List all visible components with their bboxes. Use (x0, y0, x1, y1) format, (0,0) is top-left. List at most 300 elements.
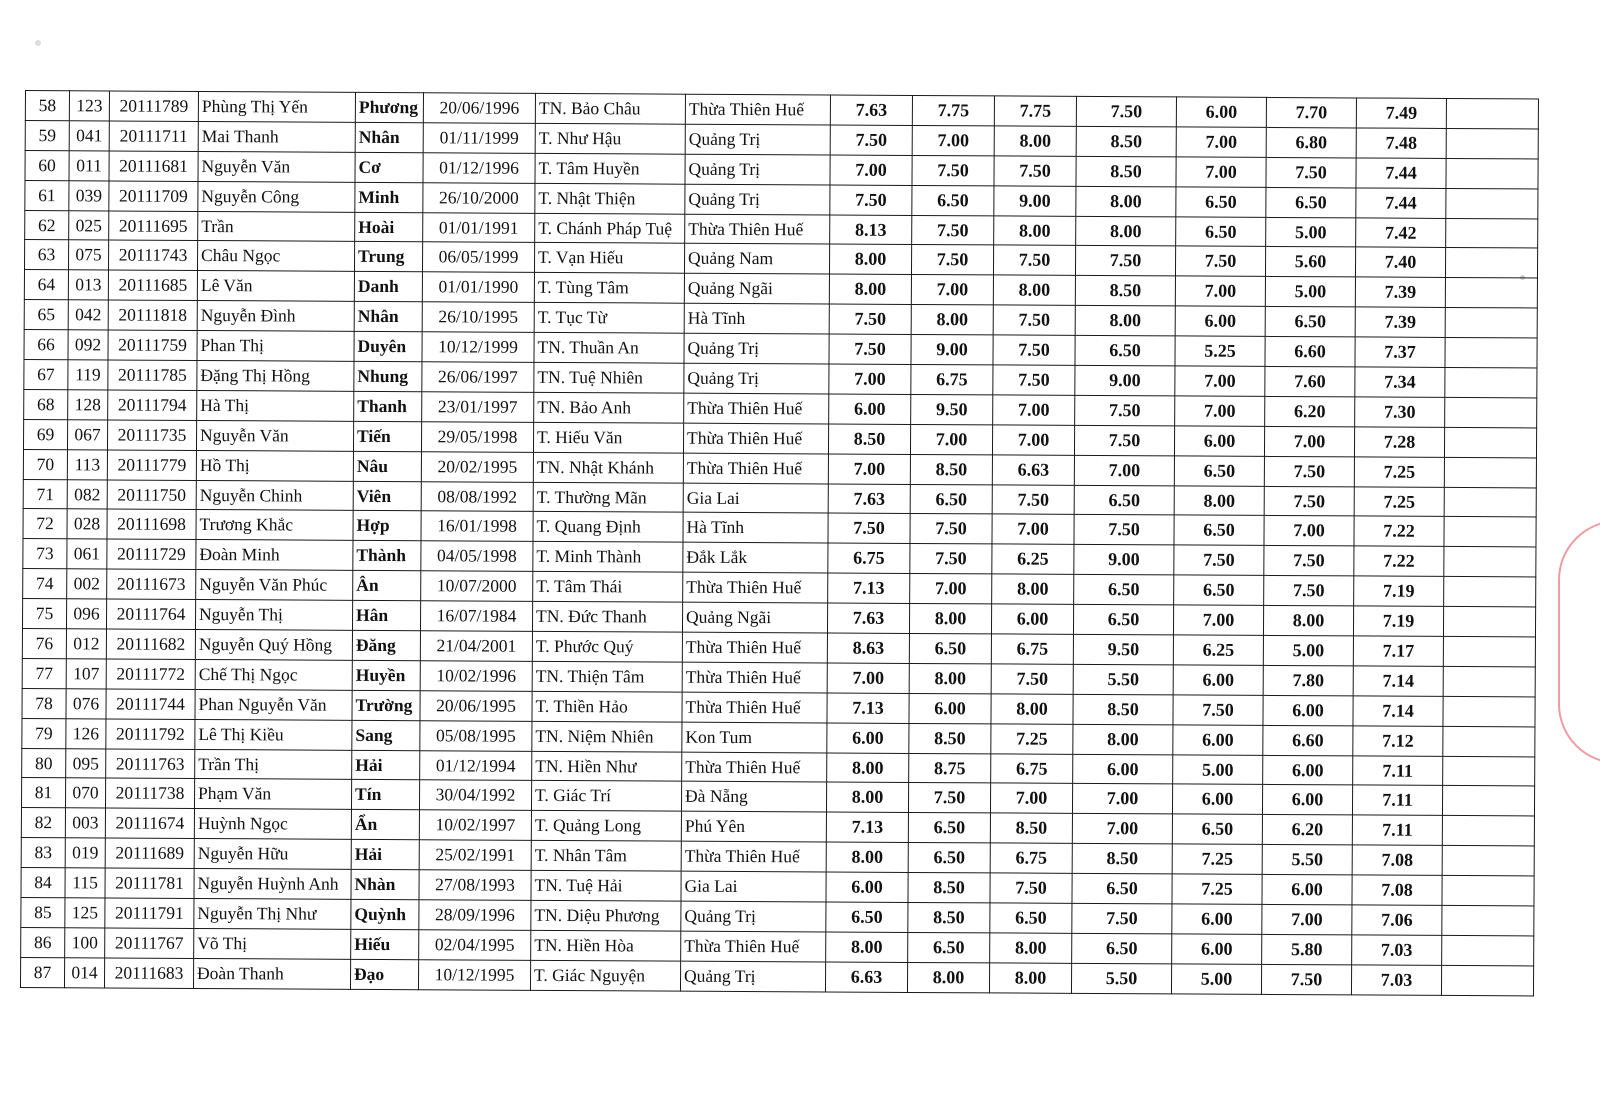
score-4-cell: 9.00 (1074, 545, 1174, 575)
dharma-name-cell: T. Quảng Long (531, 811, 681, 842)
row-number-cell: 84 (21, 868, 65, 898)
score-2-cell: 8.00 (911, 305, 993, 335)
score-6-cell: 7.00 (1264, 426, 1354, 456)
row-number-cell: 63 (24, 240, 68, 270)
score-6-cell: 7.00 (1262, 904, 1352, 934)
student-id-cell: 20111689 (105, 838, 194, 868)
score-3-cell: 8.00 (994, 215, 1076, 245)
candidate-number-cell: 092 (68, 330, 108, 360)
row-number-cell: 69 (23, 419, 67, 449)
average-score-cell: 7.11 (1353, 756, 1443, 786)
dharma-name-cell: T. Thường Mãn (533, 482, 683, 513)
province-cell: Thừa Thiên Huế (681, 841, 826, 872)
score-5-cell: 5.00 (1173, 755, 1263, 785)
birth-date-cell: 20/06/1995 (420, 691, 532, 722)
average-score-cell: 7.11 (1352, 815, 1442, 845)
row-number-cell: 86 (21, 927, 65, 957)
average-score-cell: 7.48 (1356, 128, 1446, 158)
average-score-cell: 7.42 (1356, 217, 1446, 247)
score-3-cell: 6.00 (991, 604, 1073, 634)
student-id-cell: 20111673 (107, 569, 196, 599)
score-5-cell: 6.00 (1173, 725, 1263, 755)
candidate-number-cell: 039 (69, 180, 109, 210)
notes-cell (1443, 607, 1535, 637)
dharma-name-cell: T. Phước Quý (532, 631, 682, 662)
score-3-cell: 7.00 (990, 783, 1072, 813)
average-score-cell: 7.11 (1352, 785, 1442, 815)
student-id-cell: 20111750 (107, 480, 196, 510)
row-number-cell: 85 (21, 898, 65, 928)
province-cell: Quảng Trị (680, 961, 825, 992)
score-3-cell: 7.50 (991, 664, 1073, 694)
row-number-cell: 78 (22, 688, 66, 718)
candidate-number-cell: 123 (69, 91, 109, 121)
notes-cell (1442, 846, 1534, 876)
average-score-cell: 7.08 (1352, 845, 1442, 875)
average-score-cell: 7.44 (1356, 188, 1446, 218)
surname-middle-name-cell: Đoàn Minh (196, 540, 353, 571)
notes-cell (1446, 188, 1538, 218)
score-3-cell: 7.75 (994, 96, 1076, 126)
average-score-cell: 7.06 (1352, 905, 1442, 935)
row-number-cell: 71 (23, 479, 67, 509)
province-cell: Hà Tĩnh (684, 303, 829, 334)
average-score-cell: 7.08 (1352, 875, 1442, 905)
score-2-cell: 8.00 (909, 663, 991, 693)
score-3-cell: 7.50 (992, 484, 1074, 514)
dharma-name-cell: TN. Nhật Khánh (533, 452, 683, 483)
surname-middle-name-cell: Nguyễn Văn Phúc (196, 570, 353, 601)
red-seal-stamp (1558, 520, 1600, 764)
score-3-cell: 7.00 (992, 514, 1074, 544)
student-id-cell: 20111744 (106, 689, 195, 719)
province-cell: Thừa Thiên Huế (682, 752, 827, 783)
surname-middle-name-cell: Phạm Văn (194, 779, 351, 810)
student-id-cell: 20111674 (105, 808, 194, 838)
notes-cell (1443, 666, 1535, 696)
candidate-number-cell: 002 (67, 569, 107, 599)
candidate-number-cell: 126 (66, 718, 106, 748)
surname-middle-name-cell: Võ Thị (194, 928, 351, 959)
candidate-number-cell: 012 (66, 629, 106, 659)
score-6-cell: 7.50 (1264, 486, 1354, 516)
row-number-cell: 76 (22, 629, 66, 659)
surname-middle-name-cell: Đặng Thị Hồng (197, 360, 354, 391)
student-id-cell: 20111735 (107, 420, 196, 450)
candidate-number-cell: 076 (66, 689, 106, 719)
given-name-cell: Quỳnh (351, 899, 419, 929)
birth-date-cell: 25/02/1991 (419, 840, 531, 871)
average-score-cell: 7.03 (1352, 935, 1442, 965)
score-6-cell: 5.00 (1266, 217, 1356, 247)
score-2-cell: 7.50 (910, 514, 992, 544)
score-3-cell: 7.00 (993, 395, 1075, 425)
birth-date-cell: 21/04/2001 (420, 631, 532, 662)
province-cell: Thừa Thiên Huế (681, 931, 826, 962)
average-score-cell: 7.39 (1355, 307, 1445, 337)
score-3-cell: 8.00 (994, 126, 1076, 156)
birth-date-cell: 10/12/1995 (418, 960, 530, 991)
notes-cell (1444, 487, 1536, 517)
average-score-cell: 7.19 (1354, 576, 1444, 606)
dharma-name-cell: TN. Đức Thanh (532, 601, 682, 632)
score-3-cell: 6.75 (991, 634, 1073, 664)
surname-middle-name-cell: Chế Thị Ngọc (195, 659, 352, 690)
row-number-cell: 75 (22, 599, 66, 629)
results-table (20, 90, 1539, 996)
average-score-cell: 7.14 (1353, 696, 1443, 726)
province-cell: Quảng Trị (685, 154, 830, 185)
row-number-cell: 79 (22, 718, 66, 748)
score-2-cell: 6.50 (908, 932, 990, 962)
score-5-cell: 7.00 (1176, 157, 1266, 187)
score-2-cell: 7.50 (908, 783, 990, 813)
province-cell: Quảng Ngãi (684, 274, 829, 305)
score-1-cell: 7.63 (830, 95, 912, 125)
score-6-cell: 6.60 (1265, 337, 1355, 367)
row-number-cell: 83 (21, 838, 65, 868)
given-name-cell: Nhàn (351, 869, 419, 899)
score-2-cell: 6.50 (910, 484, 992, 514)
candidate-number-cell: 128 (68, 390, 108, 420)
given-name-cell: Nhân (355, 122, 423, 152)
score-4-cell: 7.00 (1072, 814, 1172, 844)
score-2-cell: 8.50 (908, 873, 990, 903)
row-number-cell: 80 (22, 748, 66, 778)
score-4-cell: 8.00 (1073, 724, 1173, 754)
dharma-name-cell: T. Thiền Hảo (532, 691, 682, 722)
score-5-cell: 7.00 (1175, 366, 1265, 396)
given-name-cell: Ẩn (351, 810, 419, 840)
score-4-cell: 7.50 (1074, 425, 1174, 455)
notes-cell (1444, 427, 1536, 457)
given-name-cell: Nhung (354, 361, 422, 391)
birth-date-cell: 30/04/1992 (419, 780, 531, 811)
score-3-cell: 7.50 (993, 245, 1075, 275)
score-2-cell: 7.00 (911, 275, 993, 305)
score-1-cell: 7.50 (828, 513, 910, 543)
score-2-cell: 8.50 (910, 454, 992, 484)
province-cell: Đắk Lắk (683, 543, 828, 574)
score-4-cell: 8.00 (1075, 306, 1175, 336)
score-4-cell: 8.50 (1072, 844, 1172, 874)
score-6-cell: 6.50 (1265, 307, 1355, 337)
score-3-cell: 7.50 (994, 156, 1076, 186)
score-4-cell: 7.50 (1072, 903, 1172, 933)
score-1-cell: 7.13 (826, 812, 908, 842)
given-name-cell: Đăng (352, 630, 420, 660)
notes-cell (1446, 128, 1538, 158)
student-id-cell: 20111789 (109, 91, 198, 121)
score-5-cell: 7.00 (1175, 276, 1265, 306)
dharma-name-cell: T. Minh Thành (533, 542, 683, 573)
score-1-cell: 7.50 (829, 304, 911, 334)
score-4-cell: 6.00 (1073, 754, 1173, 784)
birth-date-cell: 10/02/1996 (420, 661, 532, 692)
notes-cell (1445, 367, 1537, 397)
average-score-cell: 7.25 (1354, 457, 1444, 487)
score-1-cell: 7.50 (829, 334, 911, 364)
candidate-number-cell: 061 (67, 539, 107, 569)
score-4-cell: 7.50 (1076, 96, 1176, 126)
score-3-cell: 8.00 (989, 963, 1071, 993)
candidate-number-cell: 041 (69, 121, 109, 151)
given-name-cell: Trung (354, 242, 422, 272)
dharma-name-cell: T. Vạn Hiếu (534, 243, 684, 274)
score-6-cell: 7.80 (1263, 665, 1353, 695)
birth-date-cell: 29/05/1998 (421, 422, 533, 453)
score-5-cell: 6.50 (1174, 515, 1264, 545)
dharma-name-cell: T. Nhân Tâm (531, 841, 681, 872)
given-name-cell: Hợp (353, 511, 421, 541)
score-1-cell: 6.00 (826, 872, 908, 902)
surname-middle-name-cell: Nguyễn Thị (195, 600, 352, 631)
average-score-cell: 7.17 (1353, 636, 1443, 666)
given-name-cell: Danh (354, 272, 422, 302)
row-number-cell: 65 (24, 300, 68, 330)
score-3-cell: 6.50 (990, 903, 1072, 933)
birth-date-cell: 28/09/1996 (419, 900, 531, 931)
row-number-cell: 60 (25, 150, 69, 180)
score-1-cell: 8.00 (826, 842, 908, 872)
dharma-name-cell: TN. Diệu Phương (531, 900, 681, 931)
average-score-cell: 7.30 (1355, 397, 1445, 427)
dharma-name-cell: TN. Tuệ Hải (531, 870, 681, 901)
candidate-number-cell: 042 (68, 300, 108, 330)
score-3-cell: 6.25 (992, 544, 1074, 574)
score-2-cell: 7.00 (910, 574, 992, 604)
score-4-cell: 6.50 (1074, 485, 1174, 515)
row-number-cell: 82 (21, 808, 65, 838)
score-4-cell: 6.50 (1072, 933, 1172, 963)
row-number-cell: 61 (25, 180, 69, 210)
candidate-number-cell: 013 (68, 270, 108, 300)
row-number-cell: 73 (23, 539, 67, 569)
score-6-cell: 7.50 (1261, 964, 1351, 994)
score-1-cell: 7.50 (830, 185, 912, 215)
birth-date-cell: 06/05/1999 (422, 242, 534, 273)
score-2-cell: 6.75 (911, 364, 993, 394)
surname-middle-name-cell: Nguyễn Thị Như (194, 899, 351, 930)
score-1-cell: 7.63 (828, 484, 910, 514)
score-5-cell: 6.00 (1174, 426, 1264, 456)
score-3-cell: 7.50 (993, 305, 1075, 335)
score-6-cell: 5.00 (1265, 277, 1355, 307)
surname-middle-name-cell: Nguyễn Chinh (196, 480, 353, 511)
score-1-cell: 7.13 (828, 573, 910, 603)
candidate-number-cell: 096 (66, 599, 106, 629)
average-score-cell: 7.28 (1354, 427, 1444, 457)
score-2-cell: 6.50 (909, 633, 991, 663)
score-2-cell: 6.50 (912, 185, 994, 215)
score-3-cell: 7.50 (990, 873, 1072, 903)
score-4-cell: 6.50 (1075, 335, 1175, 365)
given-name-cell: Đạo (350, 959, 418, 989)
dharma-name-cell: TN. Hiền Hòa (531, 930, 681, 961)
birth-date-cell: 20/02/1995 (421, 451, 533, 482)
score-1-cell: 7.63 (827, 603, 909, 633)
score-5-cell: 6.50 (1174, 456, 1264, 486)
score-5-cell: 7.50 (1173, 695, 1263, 725)
province-cell: Thừa Thiên Huế (684, 393, 829, 424)
score-5-cell: 7.00 (1175, 396, 1265, 426)
surname-middle-name-cell: Hồ Thị (196, 450, 353, 481)
province-cell: Hà Tĩnh (683, 513, 828, 544)
birth-date-cell: 20/06/1996 (423, 93, 535, 124)
given-name-cell: Hải (352, 750, 420, 780)
candidate-number-cell: 119 (68, 360, 108, 390)
student-id-cell: 20111791 (105, 898, 194, 928)
score-5-cell: 6.00 (1172, 904, 1262, 934)
score-5-cell: 6.00 (1173, 665, 1263, 695)
score-2-cell: 6.50 (908, 813, 990, 843)
student-id-cell: 20111685 (108, 270, 197, 300)
candidate-number-cell: 113 (67, 449, 107, 479)
score-3-cell: 6.63 (992, 455, 1074, 485)
dharma-name-cell: T. Hiếu Văn (533, 422, 683, 453)
province-cell: Gia Lai (681, 871, 826, 902)
notes-cell (1442, 816, 1534, 846)
province-cell: Quảng Trị (685, 184, 830, 215)
notes-cell (1442, 786, 1534, 816)
score-3-cell: 8.00 (992, 574, 1074, 604)
score-2-cell: 6.50 (908, 843, 990, 873)
province-cell: Thừa Thiên Huế (683, 572, 828, 603)
birth-date-cell: 04/05/1998 (421, 541, 533, 572)
surname-middle-name-cell: Nguyễn Quý Hồng (195, 629, 352, 660)
score-5-cell: 7.50 (1175, 246, 1265, 276)
surname-middle-name-cell: Trương Khắc (196, 510, 353, 541)
average-score-cell: 7.19 (1353, 606, 1443, 636)
score-5-cell: 6.00 (1175, 306, 1265, 336)
score-3-cell: 8.00 (990, 933, 1072, 963)
surname-middle-name-cell: Nguyễn Đình (197, 301, 354, 332)
score-4-cell: 5.50 (1071, 963, 1171, 993)
candidate-number-cell: 011 (69, 151, 109, 181)
score-6-cell: 7.50 (1264, 576, 1354, 606)
score-2-cell: 9.50 (911, 394, 993, 424)
notes-cell (1443, 756, 1535, 786)
surname-middle-name-cell: Nguyễn Công (198, 181, 355, 212)
candidate-number-cell: 107 (66, 659, 106, 689)
surname-middle-name-cell: Lê Văn (197, 271, 354, 302)
candidate-number-cell: 115 (65, 868, 105, 898)
birth-date-cell: 16/07/1984 (420, 601, 532, 632)
dharma-name-cell: T. Như Hậu (535, 123, 685, 154)
score-5-cell: 6.50 (1172, 814, 1262, 844)
score-5-cell: 5.00 (1171, 964, 1261, 994)
candidate-number-cell: 028 (67, 509, 107, 539)
score-4-cell: 7.50 (1075, 246, 1175, 276)
birth-date-cell: 27/08/1993 (419, 870, 531, 901)
birth-date-cell: 10/07/2000 (421, 571, 533, 602)
score-4-cell: 8.50 (1073, 694, 1173, 724)
score-4-cell: 8.50 (1075, 276, 1175, 306)
average-score-cell: 7.39 (1355, 277, 1445, 307)
score-3-cell: 6.75 (990, 843, 1072, 873)
score-3-cell: 8.50 (990, 813, 1072, 843)
notes-cell (1445, 338, 1537, 368)
score-5-cell: 7.25 (1172, 874, 1262, 904)
candidate-number-cell: 125 (65, 898, 105, 928)
score-1-cell: 7.00 (830, 155, 912, 185)
surname-middle-name-cell: Huỳnh Ngọc (194, 809, 351, 840)
birth-date-cell: 10/12/1999 (422, 332, 534, 363)
score-6-cell: 6.50 (1266, 187, 1356, 217)
student-id-cell: 20111681 (109, 151, 198, 181)
dharma-name-cell: TN. Hiền Như (532, 751, 682, 782)
score-2-cell: 8.00 (907, 962, 989, 992)
dharma-name-cell: T. Giác Trí (531, 781, 681, 812)
score-6-cell: 8.00 (1263, 606, 1353, 636)
birth-date-cell: 26/10/1995 (422, 302, 534, 333)
province-cell: Quảng Trị (684, 333, 829, 364)
notes-cell (1444, 547, 1536, 577)
province-cell: Gia Lai (683, 483, 828, 514)
surname-middle-name-cell: Nguyễn Huỳnh Anh (194, 869, 351, 900)
score-6-cell: 6.80 (1266, 127, 1356, 157)
score-3-cell: 8.00 (993, 275, 1075, 305)
student-id-cell: 20111794 (108, 390, 197, 420)
score-1-cell: 8.00 (826, 782, 908, 812)
score-1-cell: 8.00 (827, 753, 909, 783)
candidate-number-cell: 014 (64, 958, 104, 988)
student-id-cell: 20111682 (106, 629, 195, 659)
birth-date-cell: 02/04/1995 (419, 930, 531, 961)
given-name-cell: Nâu (353, 451, 421, 481)
notes-cell (1442, 935, 1534, 965)
province-cell: Thừa Thiên Huế (685, 94, 830, 125)
score-5-cell: 7.00 (1176, 127, 1266, 157)
student-id-cell: 20111772 (106, 659, 195, 689)
score-5-cell: 6.00 (1176, 97, 1266, 127)
score-6-cell: 7.70 (1266, 97, 1356, 127)
student-id-cell: 20111683 (104, 958, 193, 988)
row-number-cell: 68 (24, 389, 68, 419)
score-2-cell: 9.00 (911, 335, 993, 365)
notes-cell (1443, 696, 1535, 726)
candidate-number-cell: 003 (65, 808, 105, 838)
average-score-cell: 7.22 (1354, 516, 1444, 546)
score-6-cell: 6.00 (1263, 755, 1353, 785)
given-name-cell: Duyên (354, 331, 422, 361)
score-3-cell: 7.50 (993, 365, 1075, 395)
row-number-cell: 67 (24, 360, 68, 390)
notes-cell (1442, 876, 1534, 906)
row-number-cell: 74 (23, 569, 67, 599)
surname-middle-name-cell: Lê Thị Kiều (195, 719, 352, 750)
average-score-cell: 7.44 (1356, 158, 1446, 188)
birth-date-cell: 26/06/1997 (422, 362, 534, 393)
dharma-name-cell: TN. Thuần An (534, 332, 684, 363)
score-2-cell: 8.00 (909, 604, 991, 634)
score-6-cell: 6.00 (1262, 875, 1352, 905)
student-id-cell: 20111698 (107, 509, 196, 539)
student-id-cell: 20111785 (108, 360, 197, 390)
score-2-cell: 8.75 (909, 753, 991, 783)
dharma-name-cell: T. Quang Định (533, 512, 683, 543)
score-4-cell: 8.00 (1076, 186, 1176, 216)
birth-date-cell: 23/01/1997 (422, 392, 534, 423)
score-6-cell: 7.50 (1264, 546, 1354, 576)
birth-date-cell: 05/08/1995 (420, 720, 532, 751)
given-name-cell: Phương (355, 92, 423, 122)
surname-middle-name-cell: Trần Thị (195, 749, 352, 780)
score-6-cell: 6.20 (1262, 815, 1352, 845)
surname-middle-name-cell: Trần (198, 211, 355, 242)
dharma-name-cell: T. Tục Từ (534, 303, 684, 334)
surname-middle-name-cell: Nguyễn Văn (198, 151, 355, 182)
